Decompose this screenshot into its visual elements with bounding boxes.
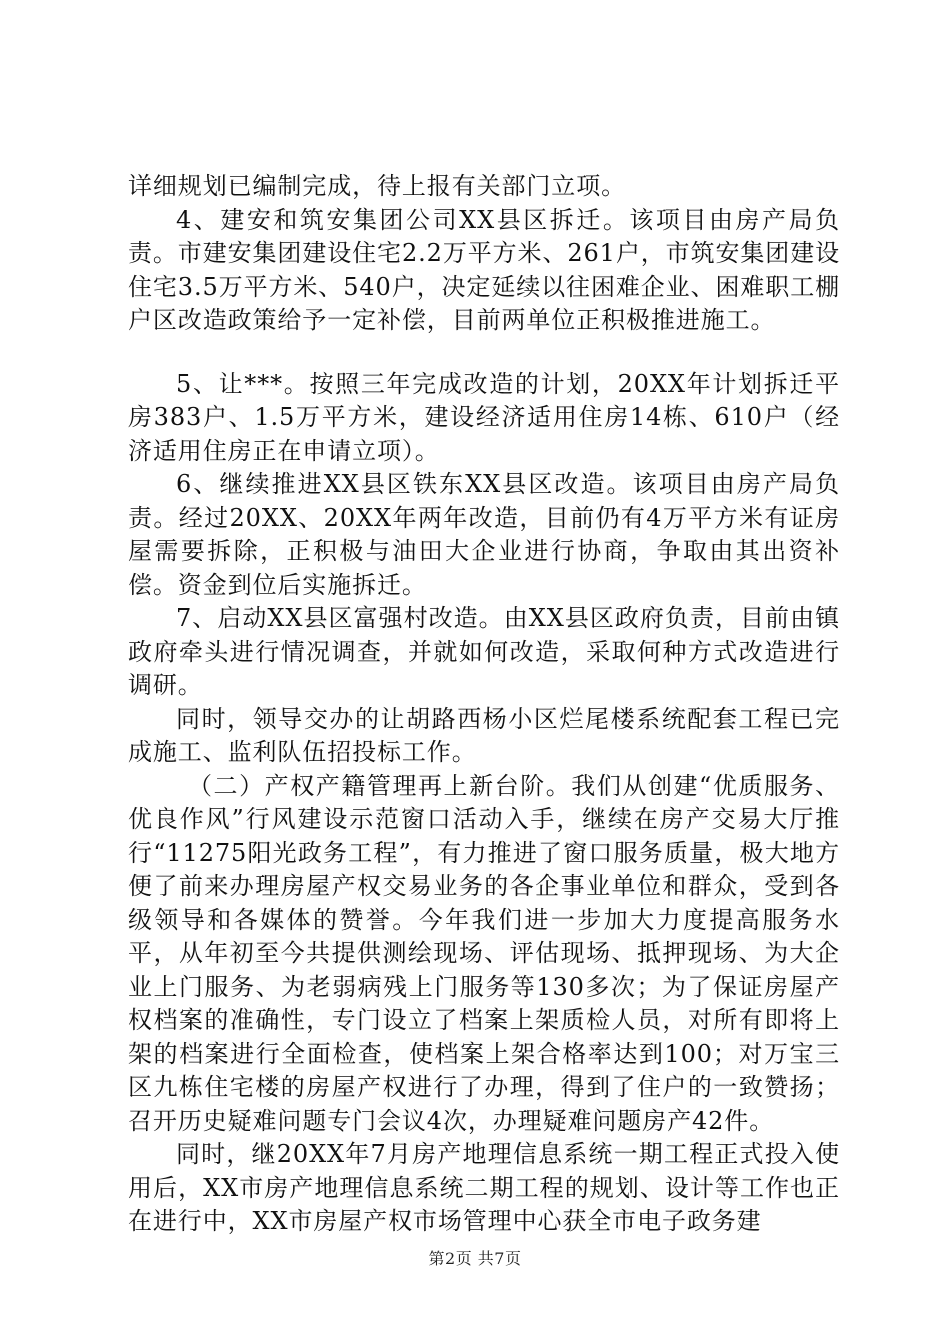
- paragraph-item-4: 4、建安和筑安集团公司XX县区拆迁。该项目由房产局负责。市建安集团建设住宅2.2万平方米、261户，市筑安集团建设住宅3.5万平方米、540户，决定延续以往困难企业、困难职工棚户区改造政策给予一定补偿，目前两单位正积极推进施工。: [128, 205, 840, 334]
- paragraph-item-7: 7、启动XX县区富强村改造。由XX县区政府负责，目前由镇政府牵头进行情况调查，并就如何改造，采取何种方式改造进行调研。: [128, 604, 840, 699]
- paragraph-continuation: 详细规划已编制完成，待上报有关部门立项。: [128, 172, 626, 200]
- document-body: [128, 170, 840, 1239]
- paragraph-section-2: （二）产权产籍管理再上新台阶。我们从创建“优质服务、优良作风”行风建设示范窗口活动入手，继续在房产交易大厅推行“11275阳光政务工程”，有力推进了窗口服务质量，极大地方便了前来办理房屋产权交易业务的各企事业单位和群众，受到各级领导和各媒体的赞誉。今年我们进一步加大力度提高服务水平，从年初至今共提供测绘现场、评估现场、抵押现场、为大企业上门服务、为老弱病残上门服务等130多次；为了保证房屋产权档案的准确性，专门设立了档案上架质检人员，对所有即将上架的档案进行全面检查，使档案上架合格率达到100；对万宝三区九栋住宅楼的房屋产权进行了办理，得到了住户的一致赞扬；召开历史疑难问题专门会议4次，办理疑难问题房产42件。: [128, 771, 840, 1135]
- paragraph-meanwhile-1: 同时，领导交办的让胡路西杨小区烂尾楼系统配套工程已完成施工、监利队伍招投标工作。: [128, 704, 840, 766]
- paragraph-item-5: 5、让***。按照三年完成改造的计划，20XX年计划拆迁平房383户、1.5万平方米，建设经济适用住房14栋、610户（经济适用住房正在申请立项）。: [128, 369, 840, 465]
- paragraph-item-6: 6、继续推进XX县区铁东XX县区改造。该项目由房产局负责。经过20XX、20XX年两年改造，目前仍有4万平方米有证房屋需要拆除，正积极与油田大企业进行协商，争取由其出资补偿。资金到位后实施拆迁。: [128, 470, 840, 599]
- paragraph-meanwhile-2: 同时，继20XX年7月房产地理信息系统一期工程正式投入使用后，XX市房产地理信息系统二期工程的规划、设计等工作也正在进行中，XX市房屋产权市场管理中心获全市电子政务建: [128, 1140, 840, 1235]
- page-footer: 第2页 共7页: [428, 1249, 522, 1268]
